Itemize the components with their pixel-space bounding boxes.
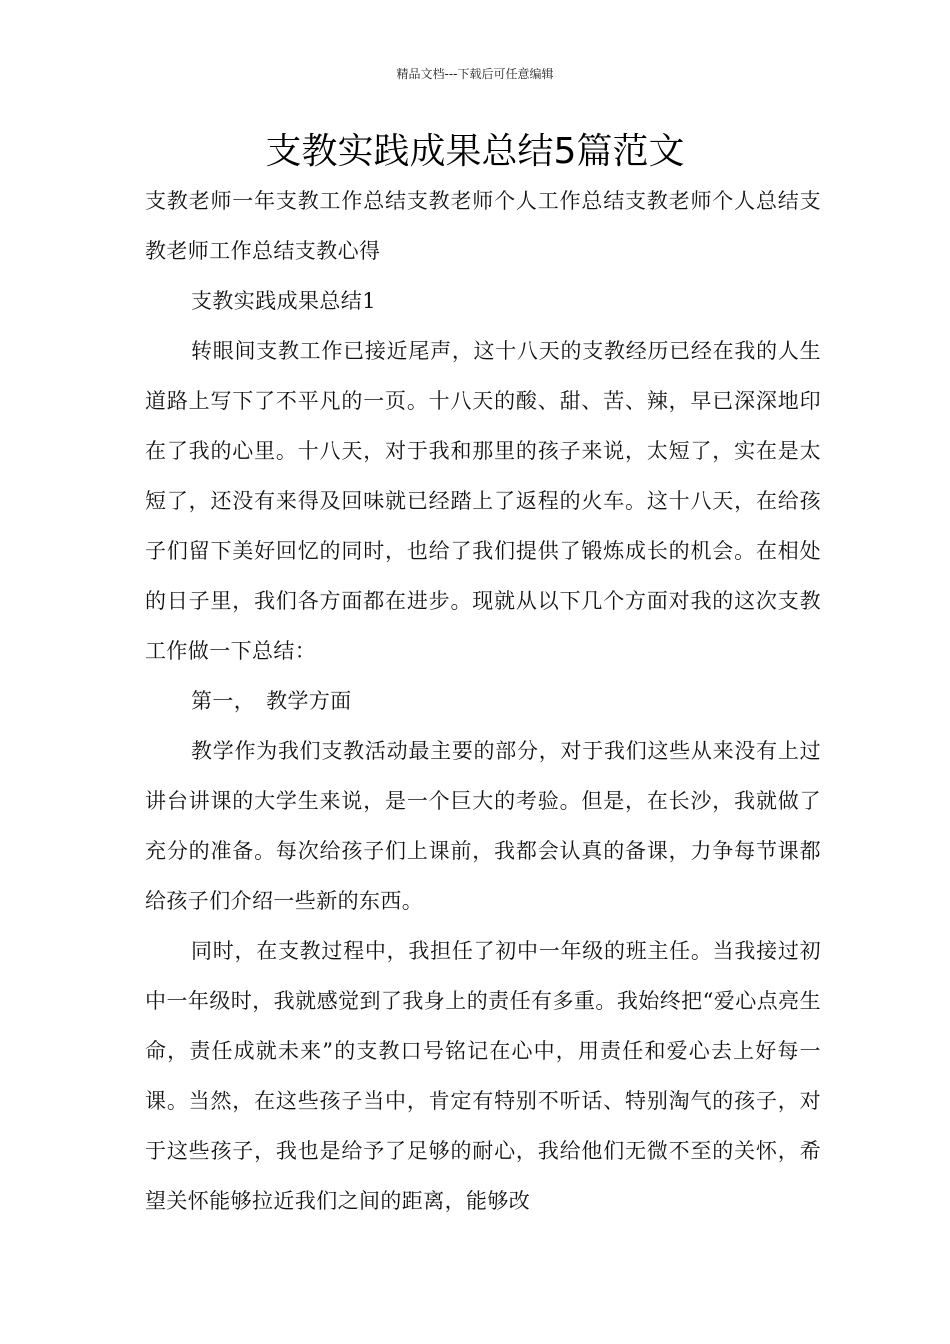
paragraph-intro: 转眼间支教工作已接近尾声，这十八天的支教经历已经在我的人生道路上写下了不平凡的一页。十八天的酸、甜、苦、辣，早已深深地印在了我的心里。十八天，对于我和那里的孩子来说，太短了，实在是太短了，还没有来得及回味就已经踏上了返程的火车。这十八天，在给孩子们留下美好回忆的同时，也给了我们提供了锻炼成长的机会。在相处的日子里，我们各方面都在进步。现就从以下几个方面对我的这次支教工作做一下总结： — [145, 339, 821, 663]
document-title: 支教实践成果总结5篇范文 — [265, 131, 685, 172]
document-body — [145, 176, 821, 1226]
paragraph-subheading-teaching: 第一， 教学方面 — [191, 689, 352, 713]
paragraph-teaching: 教学作为我们支教活动最主要的部分，对于我们这些从来没有上过讲台讲课的大学生来说，是一个巨大的考验。但是，在长沙，我就做了充分的准备。每次给孩子们上课前，我都会认真的备课，力争每节课都给孩子们介绍一些新的东西。 — [145, 739, 821, 913]
paragraph-section-heading: 支教实践成果总结1 — [191, 289, 376, 313]
paragraph-keywords: 支教老师一年支教工作总结支教老师个人工作总结支教老师个人总结支教老师工作总结支教心得 — [145, 189, 821, 263]
page-header: 精品文档---下载后可任意编辑 — [396, 67, 554, 81]
paragraph-class-teacher: 同时，在支教过程中，我担任了初中一年级的班主任。当我接过初中一年级时，我就感觉到了我身上的责任有多重。我始终把“爱心点亮生命，责任成就未来”的支教口号铭记在心中，用责任和爱心去上好每一课。当然，在这些孩子当中，肯定有特别不听话、特别淘气的孩子，对于这些孩子，我也是给予了足够的耐心，我给他们无微不至的关怀，希望关怀能够拉近我们之间的距离，能够改 — [145, 939, 821, 1213]
